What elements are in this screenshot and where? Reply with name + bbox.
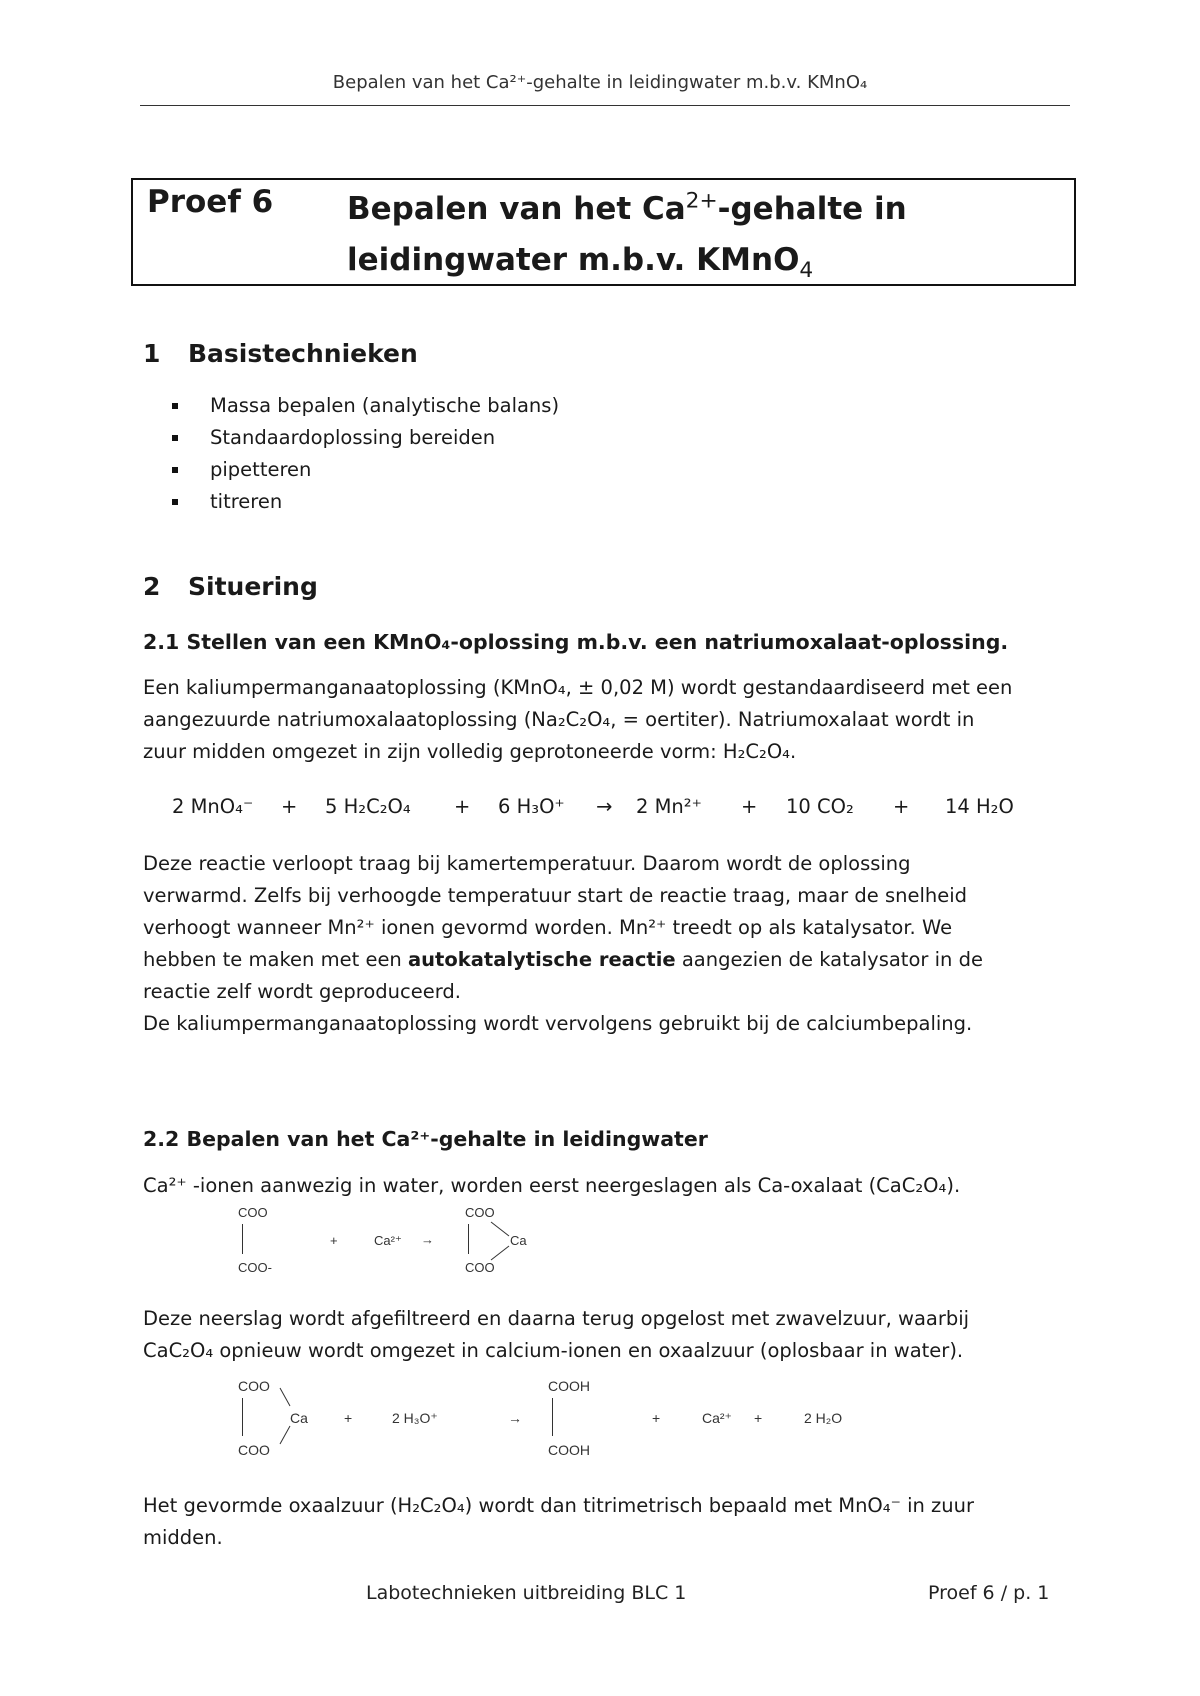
list-item: Standaardoplossing bereiden bbox=[172, 422, 559, 454]
footer-course: Labotechnieken uitbreiding BLC 1 bbox=[366, 1582, 687, 1604]
bond-line bbox=[468, 1224, 469, 1254]
key-term: autokatalytische reactie bbox=[408, 948, 676, 971]
bond-line bbox=[242, 1398, 243, 1436]
paragraph-autocatalysis: Deze reactie verloopt traag bij kamertemperatuur. Daarom wordt de oplossing verwarmd. Zelfs bij verhoogde temperatuur start de reactie traag, maar de snelheid verhoogt wanneer Mn²⁺ ionen gevormd worden. Mn²⁺ treedt op als katalysator. We hebben te maken met een autokatalytische reactie aangezien de katalysator in de reactie zelf wordt geproduceerd. De kaliumpermanganaatoplossing wordt vervolgens gebruikt bij de calciumbepaling. bbox=[143, 852, 983, 1035]
running-header: Bepalen van het Ca²⁺-gehalte in leidingwater m.b.v. KMnO₄ bbox=[332, 72, 868, 93]
list-item: pipetteren bbox=[172, 454, 559, 486]
experiment-number: Proef 6 bbox=[147, 184, 274, 220]
bond-line bbox=[242, 1224, 243, 1254]
section-heading-2: 2 Situering bbox=[143, 572, 318, 601]
subsection-heading-2-1: 2.1 Stellen van een KMnO₄-oplossing m.b.v. een natriumoxalaat-oplossing. bbox=[143, 630, 1009, 654]
redox-equation: 2 MnO₄⁻ + 5 H₂C₂O₄ + 6 H₃O⁺ → 2 Mn²⁺ + 10 CO₂ + 14 H₂O bbox=[172, 795, 1014, 818]
paragraph-precipitation: Ca²⁺ -ionen aanwezig in water, worden eerst neergeslagen als Ca-oxalaat (CaC₂O₄). bbox=[143, 1174, 961, 1197]
paragraph-titration: Het gevormde oxaalzuur (H₂C₂O₄) wordt dan titrimetrisch bepaald met MnO₄⁻ in zuur midden. bbox=[143, 1494, 975, 1549]
subsection-heading-2-2: 2.2 Bepalen van het Ca²⁺-gehalte in leidingwater bbox=[143, 1127, 708, 1151]
dissolution-scheme: COO Ca COO + 2 H₃O⁺ → COOH COOH + Ca²⁺ + 2 H₂O bbox=[238, 1378, 843, 1458]
list-item: Massa bepalen (analytische balans) bbox=[172, 390, 559, 422]
section-heading-1: 1 Basistechnieken bbox=[143, 339, 418, 368]
footer-page-number: Proef 6 / p. 1 bbox=[928, 1582, 1050, 1604]
title-box bbox=[131, 178, 1076, 286]
bond-line bbox=[552, 1398, 553, 1436]
precipitation-scheme: COO COO- + Ca²⁺ → COO Ca COO bbox=[238, 1205, 527, 1275]
paragraph-standardisation: Een kaliumpermanganaatoplossing (KMnO₄, ± 0,02 M) wordt gestandaardiseerd met een aangezuurde natriumoxalaatoplossing (Na₂C₂O₄, = oertiter). Natriumoxalaat wordt in zuur midden omgezet in zijn volledig geprotoneerde vorm: H₂C₂O₄. bbox=[143, 676, 1013, 763]
experiment-title: Bepalen van het $Ca^{2+}$-gehalte in leidingwater m.b.v. KMnO$_4$ bbox=[347, 188, 907, 284]
list-item: titreren bbox=[172, 486, 559, 518]
header-rule bbox=[140, 105, 1070, 106]
paragraph-dissolution: Deze neerslag wordt afgefiltreerd en daarna terug opgelost met zwavelzuur, waarbij CaC₂O₄ opnieuw wordt omgezet in calcium-ionen en oxaalzuur (oplosbaar in water). bbox=[143, 1307, 970, 1362]
technique-list bbox=[172, 390, 559, 518]
